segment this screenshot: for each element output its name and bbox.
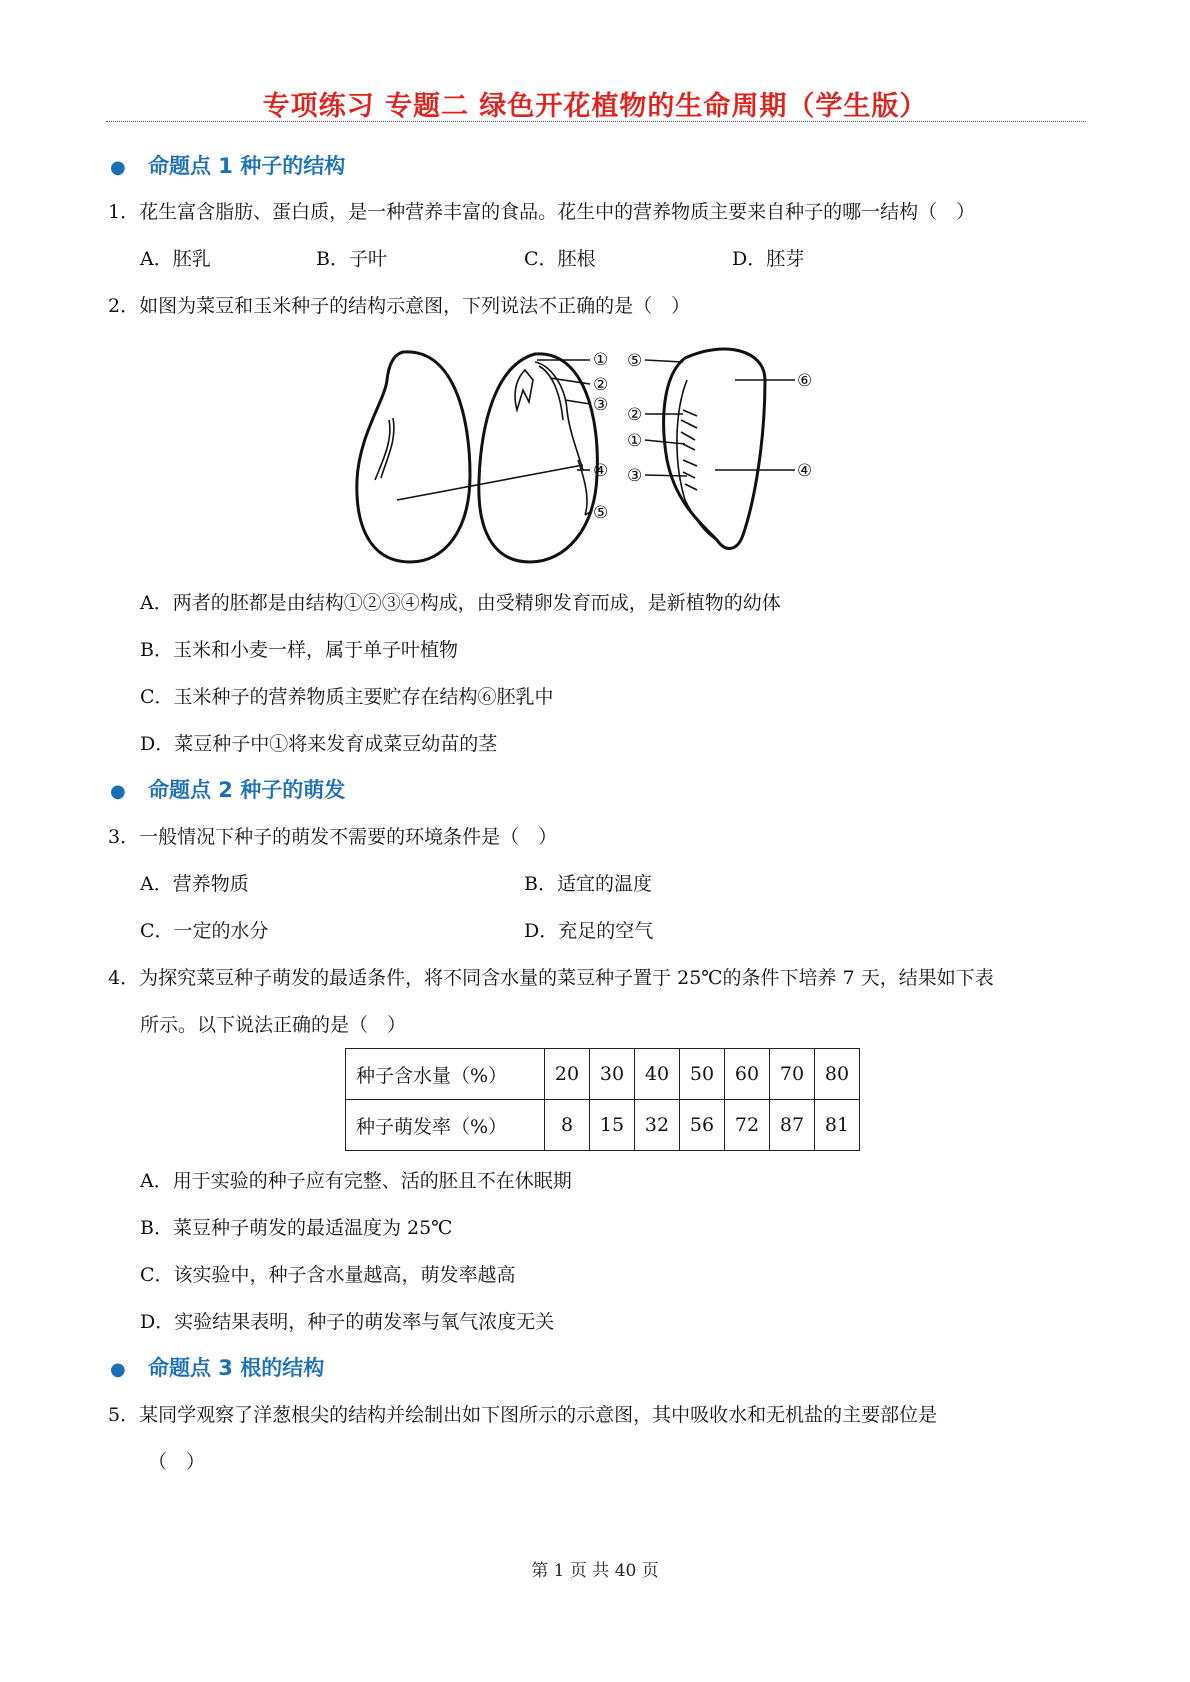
q3-option-c: C．一定的水分: [140, 920, 269, 942]
question-4-stem-line2: 所示。以下说法正确的是（ ）: [140, 1014, 407, 1036]
table-cell: 15: [590, 1100, 635, 1151]
q2-option-b: B．玉米和小麦一样，属于单子叶植物: [140, 639, 458, 661]
section-heading-3: [110, 1352, 324, 1384]
table-cell: 50: [680, 1049, 725, 1100]
seed-structure-figure: [345, 340, 875, 570]
table-cell: 20: [545, 1049, 590, 1100]
q1-option-d: D．胚芽: [732, 248, 805, 270]
question-3-stem: 3．一般情况下种子的萌发不需要的环境条件是（ ）: [108, 826, 558, 848]
table-cell: 60: [725, 1049, 770, 1100]
corn-label-5: ⑤: [627, 351, 643, 371]
section-label: 命题点 2 种子的萌发: [148, 778, 346, 802]
question-4-stem-line1: 4．为探究菜豆种子萌发的最适条件，将不同含水量的菜豆种子置于 25℃的条件下培养 7 天，结果如下表: [108, 967, 994, 989]
table-row: [346, 1049, 860, 1100]
table-cell: 32: [635, 1100, 680, 1151]
bean-label-3: ③: [593, 395, 609, 415]
table-row: [346, 1100, 860, 1151]
bean-seed-outer: [357, 352, 470, 562]
bean-label-1: ①: [593, 350, 609, 370]
page-footer: 第 1 页 共 40 页: [531, 1561, 659, 1581]
germination-table: [345, 1048, 860, 1151]
table-cell: 81: [815, 1100, 860, 1151]
bullet-icon: ●: [110, 1359, 126, 1380]
section-label: 命题点 1 种子的结构: [148, 154, 346, 178]
table-row-header: 种子含水量（%）: [346, 1049, 545, 1100]
table-cell: 70: [770, 1049, 815, 1100]
bean-label-2: ②: [593, 375, 609, 395]
q1-option-a: A．胚乳: [140, 248, 211, 270]
question-1-stem: 1．花生富含脂肪、蛋白质，是一种营养丰富的食品。花生中的营养物质主要来自种子的哪一结构（ ）: [108, 201, 976, 223]
question-5-stem-cont: （ ）: [148, 1451, 206, 1473]
corn-seed-outer: [664, 349, 765, 548]
q3-option-a: A．营养物质: [140, 873, 249, 895]
table-cell: 87: [770, 1100, 815, 1151]
table-cell: 80: [815, 1049, 860, 1100]
q2-option-a: A．两者的胚都是由结构①②③④构成，由受精卵发育而成，是新植物的幼体: [140, 592, 781, 614]
corn-label-4: ④: [797, 461, 813, 481]
corn-label-2: ②: [627, 405, 643, 425]
table-cell: 72: [725, 1100, 770, 1151]
corn-label-6: ⑥: [797, 371, 813, 391]
table-cell: 56: [680, 1100, 725, 1151]
q4-option-a: A．用于实验的种子应有完整、活的胚且不在休眠期: [140, 1170, 572, 1192]
section-heading-1: [110, 150, 345, 182]
corn-label-1: ①: [627, 431, 643, 451]
q4-option-c: C．该实验中，种子含水量越高，萌发率越高: [140, 1264, 516, 1286]
bean-label-5: ⑤: [593, 503, 609, 523]
bullet-icon: ●: [110, 157, 126, 178]
corn-label-3: ③: [627, 466, 643, 486]
page-title: 专项练习 专题二 绿色开花植物的生命周期（学生版）: [262, 91, 928, 122]
q2-option-d: D．菜豆种子中①将来发育成菜豆幼苗的茎: [140, 733, 498, 755]
section-heading-2: [110, 774, 345, 806]
bean-label-4: ④: [593, 461, 609, 481]
table-cell: 30: [590, 1049, 635, 1100]
section-label: 命题点 3 根的结构: [148, 1356, 325, 1380]
table-cell: 8: [545, 1100, 590, 1151]
q3-option-b: B．适宜的温度: [524, 873, 652, 895]
q4-option-d: D．实验结果表明，种子的萌发率与氧气浓度无关: [140, 1311, 555, 1333]
q4-option-b: B．菜豆种子萌发的最适温度为 25℃: [140, 1217, 453, 1239]
question-5-stem: 5．某同学观察了洋葱根尖的结构并绘制出如下图所示的示意图，其中吸收水和无机盐的主要部位是: [108, 1404, 938, 1426]
q2-option-c: C．玉米种子的营养物质主要贮存在结构⑥胚乳中: [140, 686, 554, 708]
bullet-icon: ●: [110, 781, 126, 802]
q1-option-c: C．胚根: [524, 248, 596, 270]
title-divider: [106, 121, 1086, 122]
table-cell: 40: [635, 1049, 680, 1100]
question-2-stem: 2．如图为菜豆和玉米种子的结构示意图，下列说法不正确的是（ ）: [108, 295, 691, 317]
q1-option-b: B．子叶: [316, 248, 387, 270]
q3-option-d: D．充足的空气: [524, 920, 654, 942]
table-row-header: 种子萌发率（%）: [346, 1100, 545, 1151]
